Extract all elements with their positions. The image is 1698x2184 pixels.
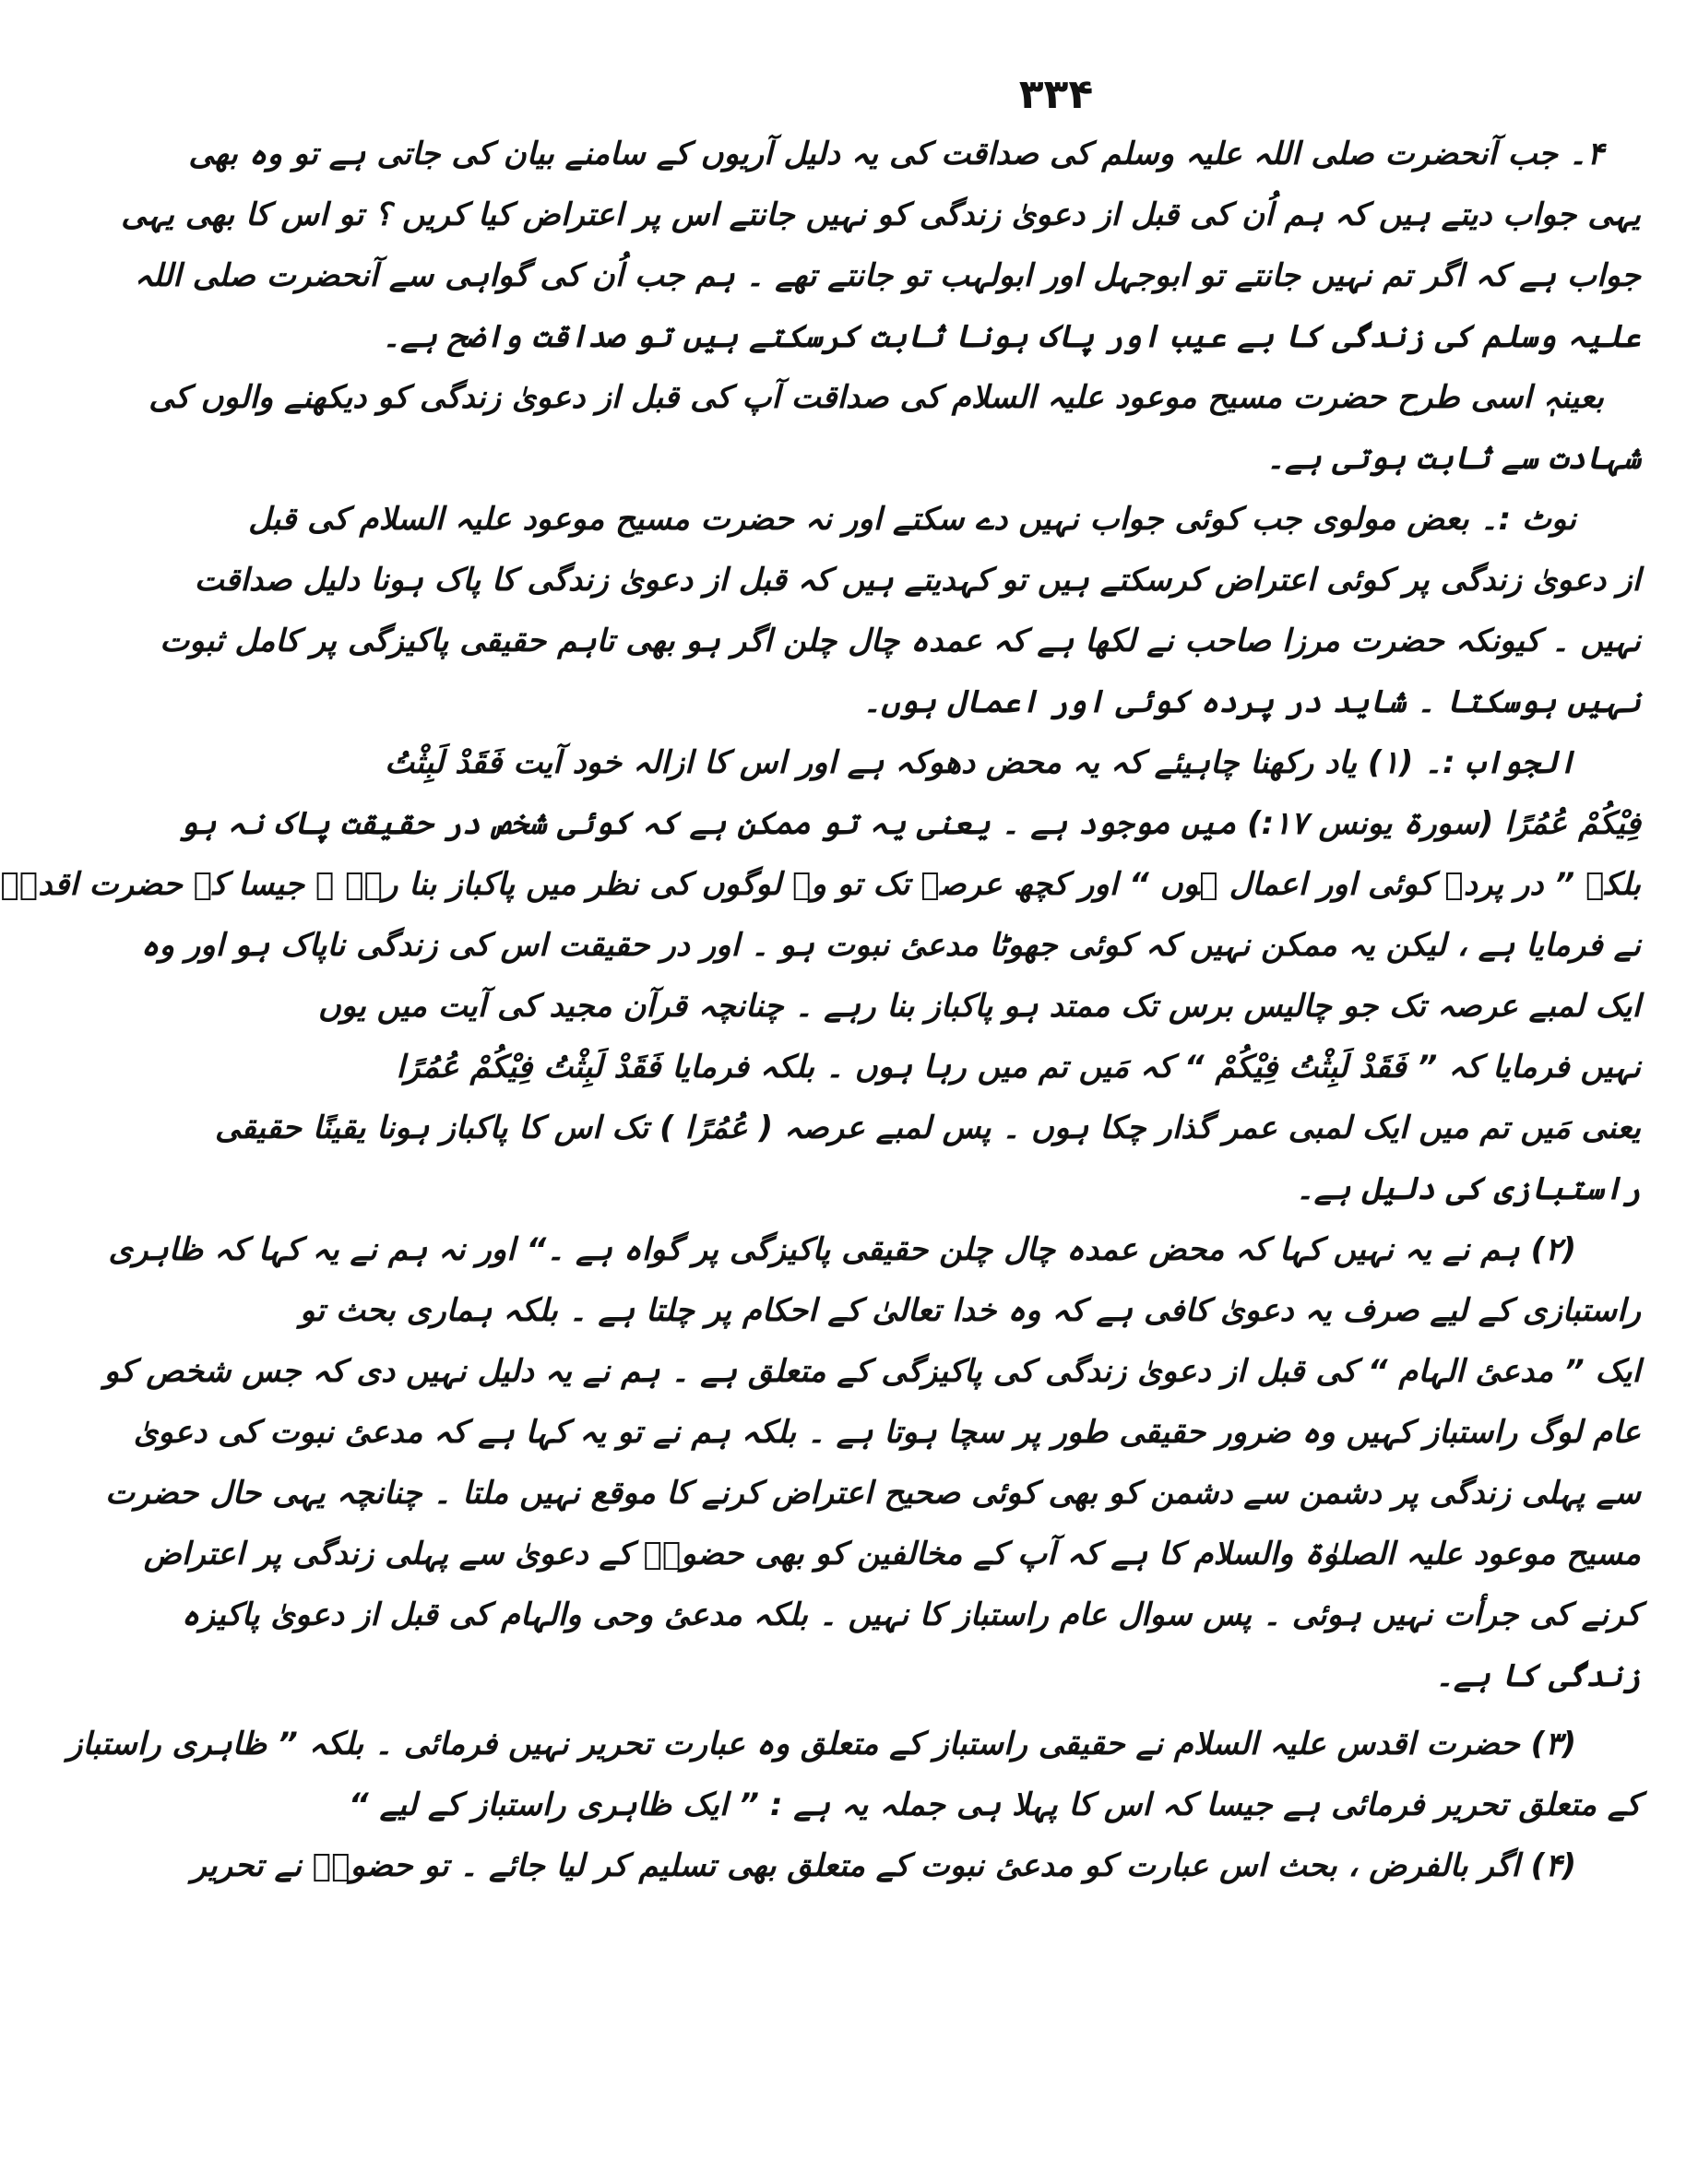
text-line: فِیْکُمْ عُمُرًا (سورۃ یونس ۱۷:) میں موجود ہے ۔ یعنی یہ تو ممکن ہے کہ کوئی شخص در حقیقت پاک نہ ہو — [179, 805, 1641, 842]
text-line: زندگی کا ہے۔ — [1435, 1657, 1641, 1694]
text-line: (۲) ہم نے یہ نہیں کہا کہ محض عمدہ چال چلن حقیقی پاکیزگی پر گواہ ہے ۔“ اور نہ ہم نے یہ کہا کہ ظاہری — [108, 1231, 1576, 1268]
text-line: ایک ” مدعیٔ الہام “ کی قبل از دعویٰ زندگی کی پاکیزگی کے متعلق ہے ۔ ہم نے یہ دلیل نہیں دی کہ جس شخص کو — [103, 1353, 1641, 1390]
paragraph-similarly — [148, 367, 1641, 489]
text-line: عام لوگ راستباز کہیں وہ ضرور حقیقی طور پر سچا ہوتا ہے ۔ بلکہ ہم نے تو یہ کہا ہے کہ مدعیٔ نبوت کی دعویٰ — [133, 1414, 1641, 1451]
answer-heading-line: الجواب :۔ (۱) یاد رکھنا چاہیئے کہ یہ محض دھوکہ ہے اور اس کا ازالہ خود آیت فَقَدْ لَبِثْتُ — [385, 744, 1576, 781]
text-line: بلکہ ” در پردہ کوئی اور اعمال ہوں “ اور کچھ عرصہ تک تو وہ لوگوں کی نظر میں پاکباز بنا رہے ۔ جیسا کہ حضرت اقدسؑ — [0, 866, 1641, 903]
text-line: نے فرمایا ہے ، لیکن یہ ممکن نہیں کہ کوئی جھوٹا مدعیٔ نبوت ہو ۔ اور در حقیقت اس کی زندگی ناپاک ہو اور وہ — [140, 927, 1641, 964]
quran-verse-line: نہیں فرمایا کہ ” فَقَدْ لَبِثْتُ فِیْکُمْ “ کہ مَیں تم میں رہا ہوں ۔ بلکہ فرمایا فَقَدْ لَبِثْتُ فِیْکُمْ عُمُرًا — [396, 1049, 1641, 1086]
text-line: علیہ وسلم کی زندگی کا بے عیب اور پاک ہونا ثابت کرسکتے ہیں تو صداقت واضح ہے۔ — [382, 318, 1641, 355]
text-line: مسیح موعود علیہ الصلوٰۃ والسلام کا ہے کہ آپ کے مخالفین کو بھی حضورؑ کے دعویٰ سے پہلی زندگی پر اعتراض — [143, 1536, 1641, 1573]
paragraph-note — [160, 489, 1641, 732]
text-line: ۴۔ جب آنحضرت صلی اللہ علیہ وسلم کی صداقت کی یہ دلیل آریوں کے سامنے بیان کی جاتی ہے تو وہ بھی — [188, 136, 1604, 172]
text-line: (۳) حضرت اقدس علیہ السلام نے حقیقی راستباز کے متعلق وہ عبارت تحریر نہیں فرمائی ۔ بلکہ ” ظاہری راستباز — [67, 1726, 1576, 1763]
text-line: (۴) اگر بالفرض ، بحث اس عبارت کو مدعیٔ نبوت کے متعلق بھی تسلیم کر لیا جائے ۔ تو حضورؑ نے تحریر — [191, 1847, 1576, 1884]
paragraph-answer-3 — [67, 1714, 1641, 1835]
text-line: راستبازی کے لیے صرف یہ دعویٰ کافی ہے کہ وہ خدا تعالیٰ کے احکام پر چلتا ہے ۔ بلکہ ہماری بحث تو — [300, 1292, 1641, 1329]
text-line: سے پہلی زندگی پر دشمن سے دشمن کو بھی کوئی صحیح اعتراض کرنے کا موقع نہیں ملتا ۔ چنانچہ یہی حال حضرت — [105, 1475, 1641, 1512]
text-line: یعنی مَیں تم میں ایک لمبی عمر گذار چکا ہوں ۔ پس لمبے عرصہ ( عُمُرًا ) تک اس کا پاکباز ہونا یقینًا حقیقی — [215, 1110, 1641, 1146]
page-number: ۳۳۴ — [1018, 71, 1094, 118]
note-line: نوٹ :۔ بعض مولوی جب کوئی جواب نہیں دے سکتے اور نہ حضرت مسیح موعود علیہ السلام کی قبل — [248, 501, 1576, 538]
paragraph-answer-2 — [103, 1219, 1641, 1706]
text-line: یہی جواب دیتے ہیں کہ ہم اُن کی قبل از دعویٰ زندگی کو نہیں جانتے اس پر اعتراض کیا کریں ؟ تو اس کا بھی یہی — [121, 196, 1641, 233]
text-line: نہیں ہوسکتا ۔ شاید در پردہ کوئی اور اعمال ہوں۔ — [862, 683, 1641, 720]
text-line: از دعویٰ زندگی پر کوئی اعتراض کرسکتے ہیں تو کہدیتے ہیں کہ قبل از دعویٰ زندگی کا پاک ہونا دلیل صداقت — [194, 562, 1641, 599]
text-line: کے متعلق تحریر فرمائی ہے جیسا کہ اس کا پہلا ہی جملہ یہ ہے : ” ایک ظاہری راستباز کے لیے “ — [348, 1786, 1641, 1823]
book-page — [0, 71, 1641, 1896]
paragraph-point-4 — [121, 124, 1641, 367]
text-line: شہادت سے ثابت ہوتی ہے۔ — [1266, 440, 1641, 477]
paragraph-answer-4 — [191, 1835, 1641, 1896]
text-line: کرنے کی جرأت نہیں ہوئی ۔ پس سوال عام راستباز کا نہیں ۔ بلکہ مدعیٔ وحی والہام کی قبل از دعویٰ پاکیزہ — [181, 1596, 1641, 1633]
text-line: راستبازی کی دلیل ہے۔ — [1295, 1170, 1641, 1207]
text-line: نہیں ۔ کیونکہ حضرت مرزا صاحب نے لکھا ہے کہ عمدہ چال چلن اگر ہو بھی تاہم حقیقی پاکیزگی پر کامل ثبوت — [160, 623, 1641, 659]
text-line: بعینہٖ اسی طرح حضرت مسیح موعود علیہ السلام کی صداقت آپ کی قبل از دعویٰ زندگی کو دیکھنے والوں کی — [148, 379, 1604, 416]
text-line: ایک لمبے عرصہ تک جو چالیس برس تک ممتد ہو پاکباز بنا رہے ۔ چنانچہ قرآن مجید کی آیت میں یوں — [317, 988, 1641, 1025]
text-line: جواب ہے کہ اگر تم نہیں جانتے تو ابوجہل اور ابولہب تو جانتے تھے ۔ ہم جب اُن کی گواہی سے آنحضرت صلی اللہ — [134, 257, 1641, 294]
paragraph-gap — [471, 1706, 1641, 1714]
paragraph-answer-1 — [0, 732, 1641, 1219]
